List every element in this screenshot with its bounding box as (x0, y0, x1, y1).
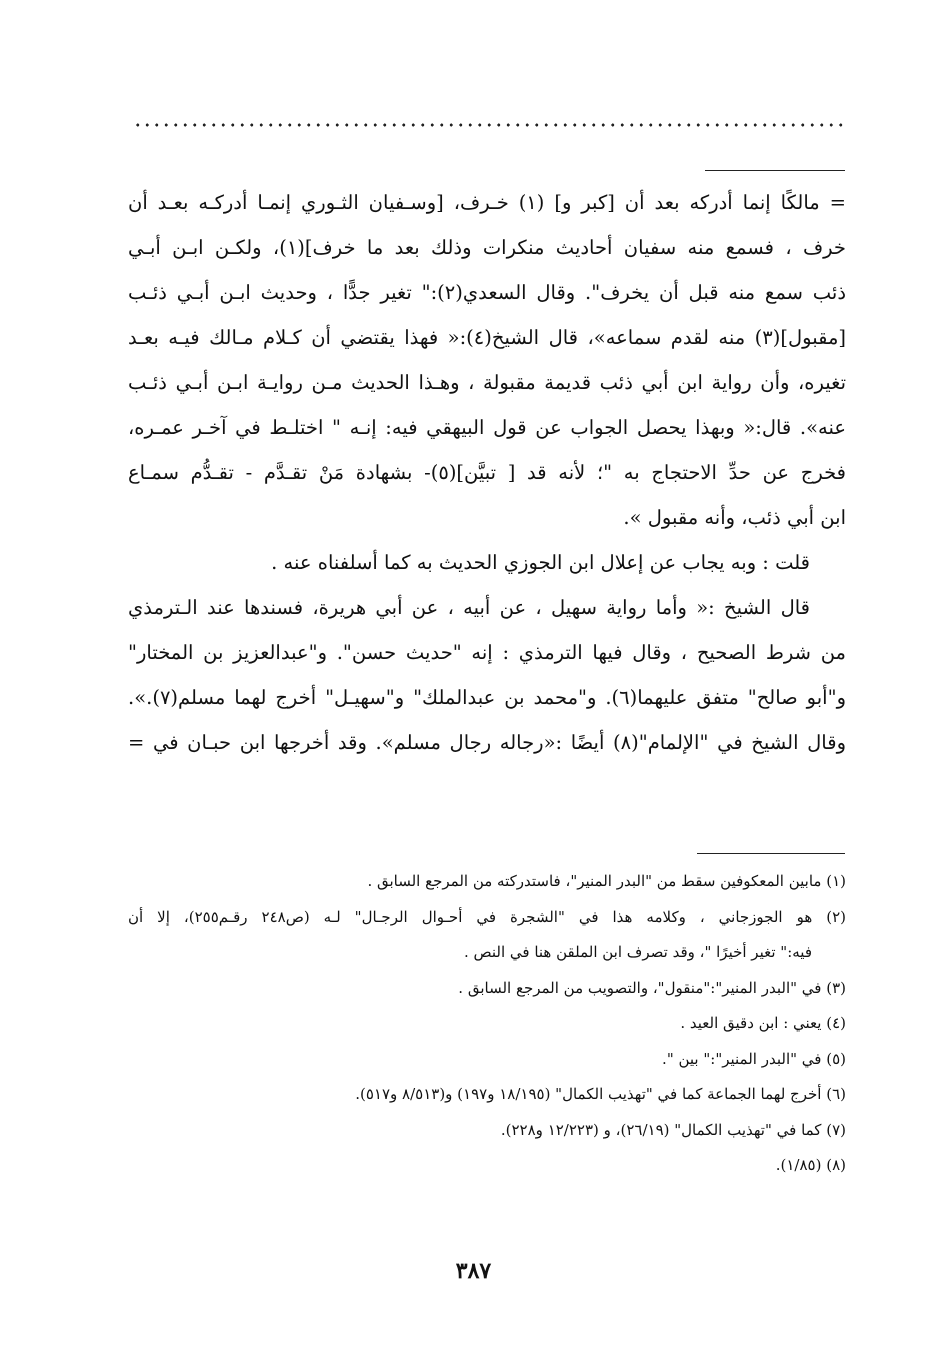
body-line: فخرج عن حدِّ الاحتجاج به "؛ لأنه قد [ تبيَّن](٥)- بشهادة مَنْ تقـدَّم - تقـدُّم سمـاع (128, 461, 846, 484)
body-line: = مالكًا إنما أدركه بعد أن [كبر و] (١) خـرف، [وسـفيان الثـوري إنمـا أدركـه بعـد أن (128, 191, 846, 214)
body-line: خرف ، فسمع منه سفيان أحاديث منكرات وذلك بعد ما خرف](١)، ولكـن ابـن أبـي (128, 236, 846, 259)
footnote-continuation: فيه:" تغير أخيرًا "، وقد تصرف ابن الملقن هنا في النص . (463, 943, 812, 961)
main-text (128, 180, 846, 765)
footnote: (٧) كما في "تهذيب الكمال" (٢٦/١٩)، و (١٢/٢٢٣ و٢٢٨). (500, 1120, 846, 1139)
page-number: ٣٨٧ (455, 1258, 492, 1284)
body-line: ذئب سمع منه قبل أن يخرف". وقال السعدي(٢):" تغير جدًّا ، وحديث ابـن أبـي ذئـب (128, 281, 846, 304)
body-line: ابن أبي ذئب، وأنه مقبول ». (623, 506, 846, 529)
body-line: و"أبو صالح" متفق عليهما(٦). و"محمد بن عبدالملك" و"سهيـل" أخرج لهما مسلم(٧).». (128, 686, 846, 709)
footnote-rule (697, 853, 845, 854)
footnote: (٨) (١/٨٥). (775, 1156, 846, 1174)
body-line: تغيره، وأن رواية ابن أبي ذئب قديمة مقبولة ، وهـذا الحديث مـن روايـة ابـن أبـي ذئـب (128, 371, 846, 394)
footnote: (٥) في "البدر المنير":" بين ". (662, 1049, 846, 1068)
body-line: [مقبول](٣) منه لقدم سماعه»، قال الشيخ(٤):« فهذا يقتضي أن كـلام مـالك فيـه بعـد (128, 326, 846, 349)
top-rule (705, 170, 845, 171)
body-line: من شرط الصحيح ، وقال فيها الترمذي : إنه "حديث حسن". و"عبدالعزيز بن المختار" (128, 641, 846, 664)
footnote: (٤) يعني : ابن دقيق العيد . (680, 1014, 846, 1032)
body-line: قال الشيخ :« وأما رواية سهيل ، عن أبيه ، عن أبي هريرة، فسندها عند الـترمذي (128, 596, 810, 619)
body-line: عنه». قال:« وبهذا يحصل الجواب عن قول البيهقي فيه: إنـه " اختلـط في آخـر عمـره، (128, 416, 846, 439)
body-line: قلت : وبه يجاب عن إعلال ابن الجوزي الحديث به كما أسلفناه عنه . (271, 551, 810, 574)
dotted-separator (133, 122, 845, 128)
footnote: (٢) هو الجوزجاني ، وكلامه هذا في "الشجرة في أحـوال الرجـال" لـه (ص٢٤٨ رقـم٢٥٥)، إلا أن (128, 907, 846, 926)
body-line: وقال الشيخ في "الإلمام"(٨) أيضًا :«رجاله رجال مسلم». وقد أخرجها ابن حبـان في = (128, 731, 846, 754)
footnotes (128, 864, 846, 1184)
footnote: (١) مابين المعكوفين سقط من "البدر المنير"، فاستدركته من المرجع السابق . (367, 872, 846, 890)
footnote: (٣) في "البدر المنير":"منقول"، والتصويب من المرجع السابق . (458, 978, 846, 997)
footnote: (٦) أخرج لهما الجماعة كما في "تهذيب الكمال" (١٨/١٩٥ و١٩٧) و(٨/٥١٣ و٥١٧). (355, 1085, 846, 1103)
